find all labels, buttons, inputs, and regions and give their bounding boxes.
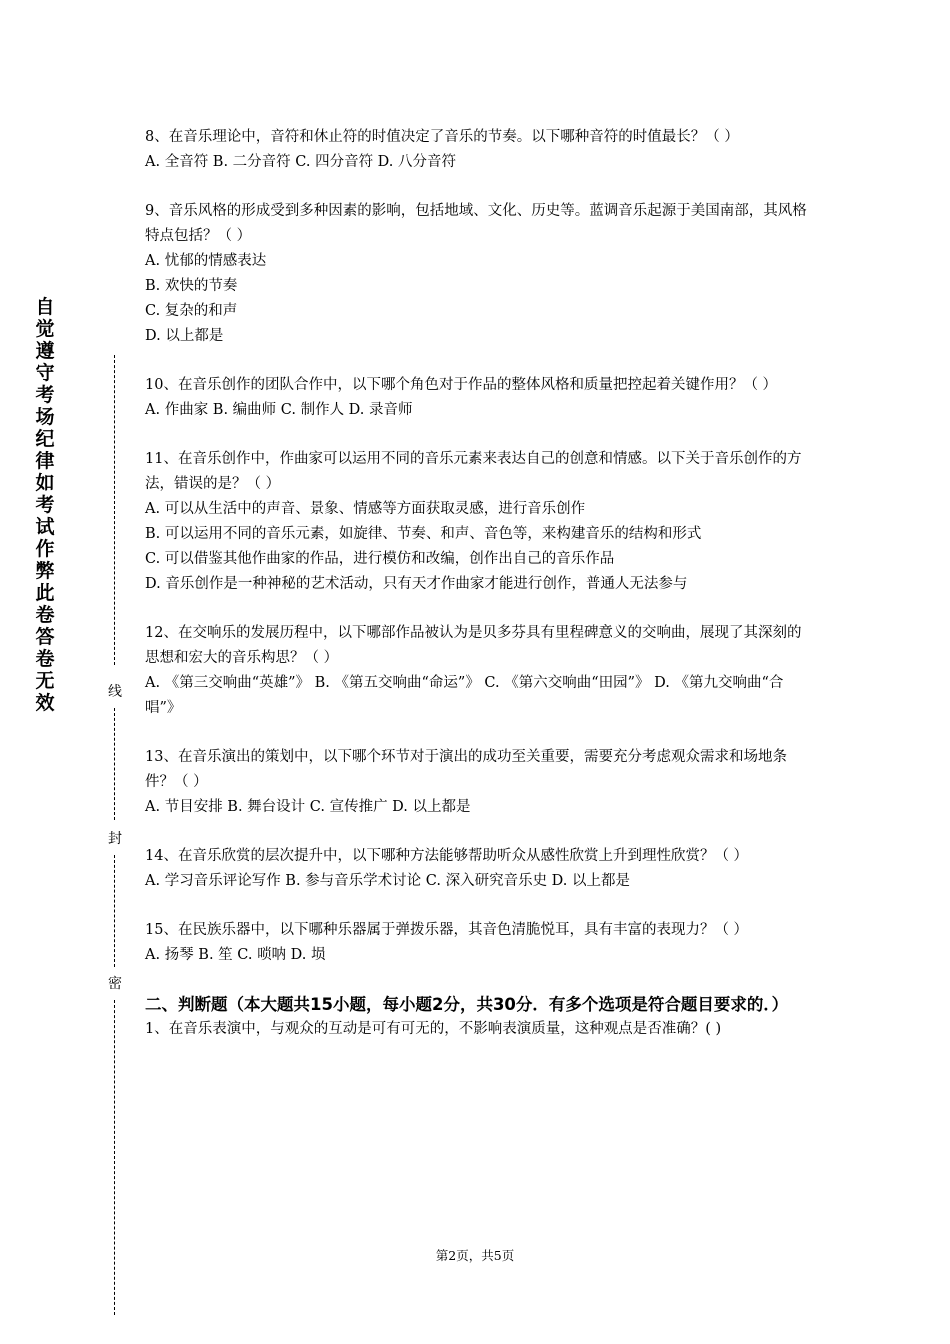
- seal-char-mi: 密: [108, 976, 122, 992]
- question-stem: 10、在音乐创作的团队合作中，以下哪个角色对于作品的整体风格和质量把控起着关键作用？（ ）: [145, 377, 778, 393]
- side-note-char: 律: [35, 450, 55, 472]
- judgement-question-1: 1、在音乐表演中，与观众的互动是可有可无的，不影响表演质量，这种观点是否准确？( ): [145, 1021, 722, 1037]
- question-stem: 12、在交响乐的发展历程中，以下哪部作品被认为是贝多芬具有里程碑意义的交响曲，展现了其深刻的思想和宏大的音乐构思？（ ）: [145, 625, 802, 666]
- question-stem: 11、在音乐创作中，作曲家可以运用不同的音乐元素来表达自己的创意和情感。以下关于音乐创作的方法，错误的是？（ ）: [145, 451, 802, 492]
- side-note-char: 作: [35, 538, 55, 560]
- side-note-char: 纪: [35, 428, 55, 450]
- question-8: [145, 125, 810, 175]
- exam-rule-note: [34, 296, 56, 714]
- side-note-char: 试: [35, 516, 55, 538]
- page-footer: 第2页，共5页: [435, 1248, 515, 1263]
- question-options: A. 全音符 B. 二分音符 C. 四分音符 D. 八分音符: [145, 154, 457, 170]
- side-note-char: 考: [35, 384, 55, 406]
- seal-line-segment: [114, 855, 115, 967]
- question-stem: 8、在音乐理论中，音符和休止符的时值决定了音乐的节奏。以下哪种音符的时值最长？（ ）: [145, 129, 739, 145]
- seal-char-xian: 线: [108, 684, 122, 700]
- side-note-char: 如: [35, 472, 55, 494]
- option-c: C. 可以借鉴其他作曲家的作品，进行模仿和改编，创作出自己的音乐作品: [145, 551, 615, 567]
- question-options: A. 《第三交响曲“英雄”》 B. 《第五交响曲“命运”》 C. 《第六交响曲“田园”》 D. 《第九交响曲“合唱”》: [145, 675, 784, 716]
- question-15: [145, 918, 810, 968]
- side-note-char: 卷: [35, 604, 55, 626]
- seal-line-segment: [114, 1000, 115, 1315]
- seal-line-segment: [114, 355, 115, 665]
- question-options: A. 作曲家 B. 编曲师 C. 制作人 D. 录音师: [145, 402, 413, 418]
- option-b: B. 欢快的节奏: [145, 278, 238, 294]
- option-d: D. 音乐创作是一种神秘的艺术活动，只有天才作曲家才能进行创作，普通人无法参与: [145, 576, 688, 592]
- seal-line-segment: [114, 708, 115, 820]
- side-note-char: 弊: [35, 560, 55, 582]
- side-note-char: 觉: [35, 318, 55, 340]
- side-note-char: 效: [35, 692, 55, 714]
- side-note-char: 卷: [35, 648, 55, 670]
- side-note-char: 自: [35, 296, 55, 318]
- question-14: [145, 844, 810, 894]
- side-note-char: 遵: [35, 340, 55, 362]
- option-a: A. 可以从生活中的声音、景象、情感等方面获取灵感，进行音乐创作: [145, 501, 586, 517]
- side-note-char: 考: [35, 494, 55, 516]
- side-note-char: 场: [35, 406, 55, 428]
- section-heading: 二、判断题（本大题共15小题，每小题2分，共30分．有多个选项是符合题目要求的．）: [145, 995, 789, 1014]
- question-13: [145, 745, 810, 820]
- option-b: B. 可以运用不同的音乐元素，如旋律、节奏、和声、音色等，来构建音乐的结构和形式: [145, 526, 702, 542]
- question-stem: 14、在音乐欣赏的层次提升中，以下哪种方法能够帮助听众从感性欣赏上升到理性欣赏？（ ）: [145, 848, 749, 864]
- side-note-char: 守: [35, 362, 55, 384]
- side-note-char: 答: [35, 626, 55, 648]
- question-stem: 9、音乐风格的形成受到多种因素的影响，包括地域、文化、历史等。蓝调音乐起源于美国南部，其风格特点包括？（ ）: [145, 203, 807, 244]
- question-9: [145, 199, 810, 349]
- question-options: A. 扬琴 B. 笙 C. 唢呐 D. 埙: [145, 947, 326, 963]
- question-options: A. 学习音乐评论写作 B. 参与音乐学术讨论 C. 深入研究音乐史 D. 以上都是: [145, 873, 631, 889]
- question-stem: 13、在音乐演出的策划中，以下哪个环节对于演出的成功至关重要，需要充分考虑观众需求和场地条件？（ ）: [145, 749, 787, 790]
- option-d: D. 以上都是: [145, 328, 224, 344]
- question-12: [145, 621, 810, 721]
- option-a: A. 忧郁的情感表达: [145, 253, 267, 269]
- question-11: [145, 447, 810, 597]
- question-stem: 15、在民族乐器中，以下哪种乐器属于弹拨乐器，其音色清脆悦耳，具有丰富的表现力？（ ）: [145, 922, 749, 938]
- option-c: C. 复杂的和声: [145, 303, 238, 319]
- side-note-char: 此: [35, 582, 55, 604]
- exam-content: [145, 125, 810, 1042]
- question-10: [145, 373, 810, 423]
- question-options: A. 节目安排 B. 舞台设计 C. 宣传推广 D. 以上都是: [145, 799, 471, 815]
- seal-char-feng: 封: [108, 831, 122, 847]
- side-note-char: 无: [35, 670, 55, 692]
